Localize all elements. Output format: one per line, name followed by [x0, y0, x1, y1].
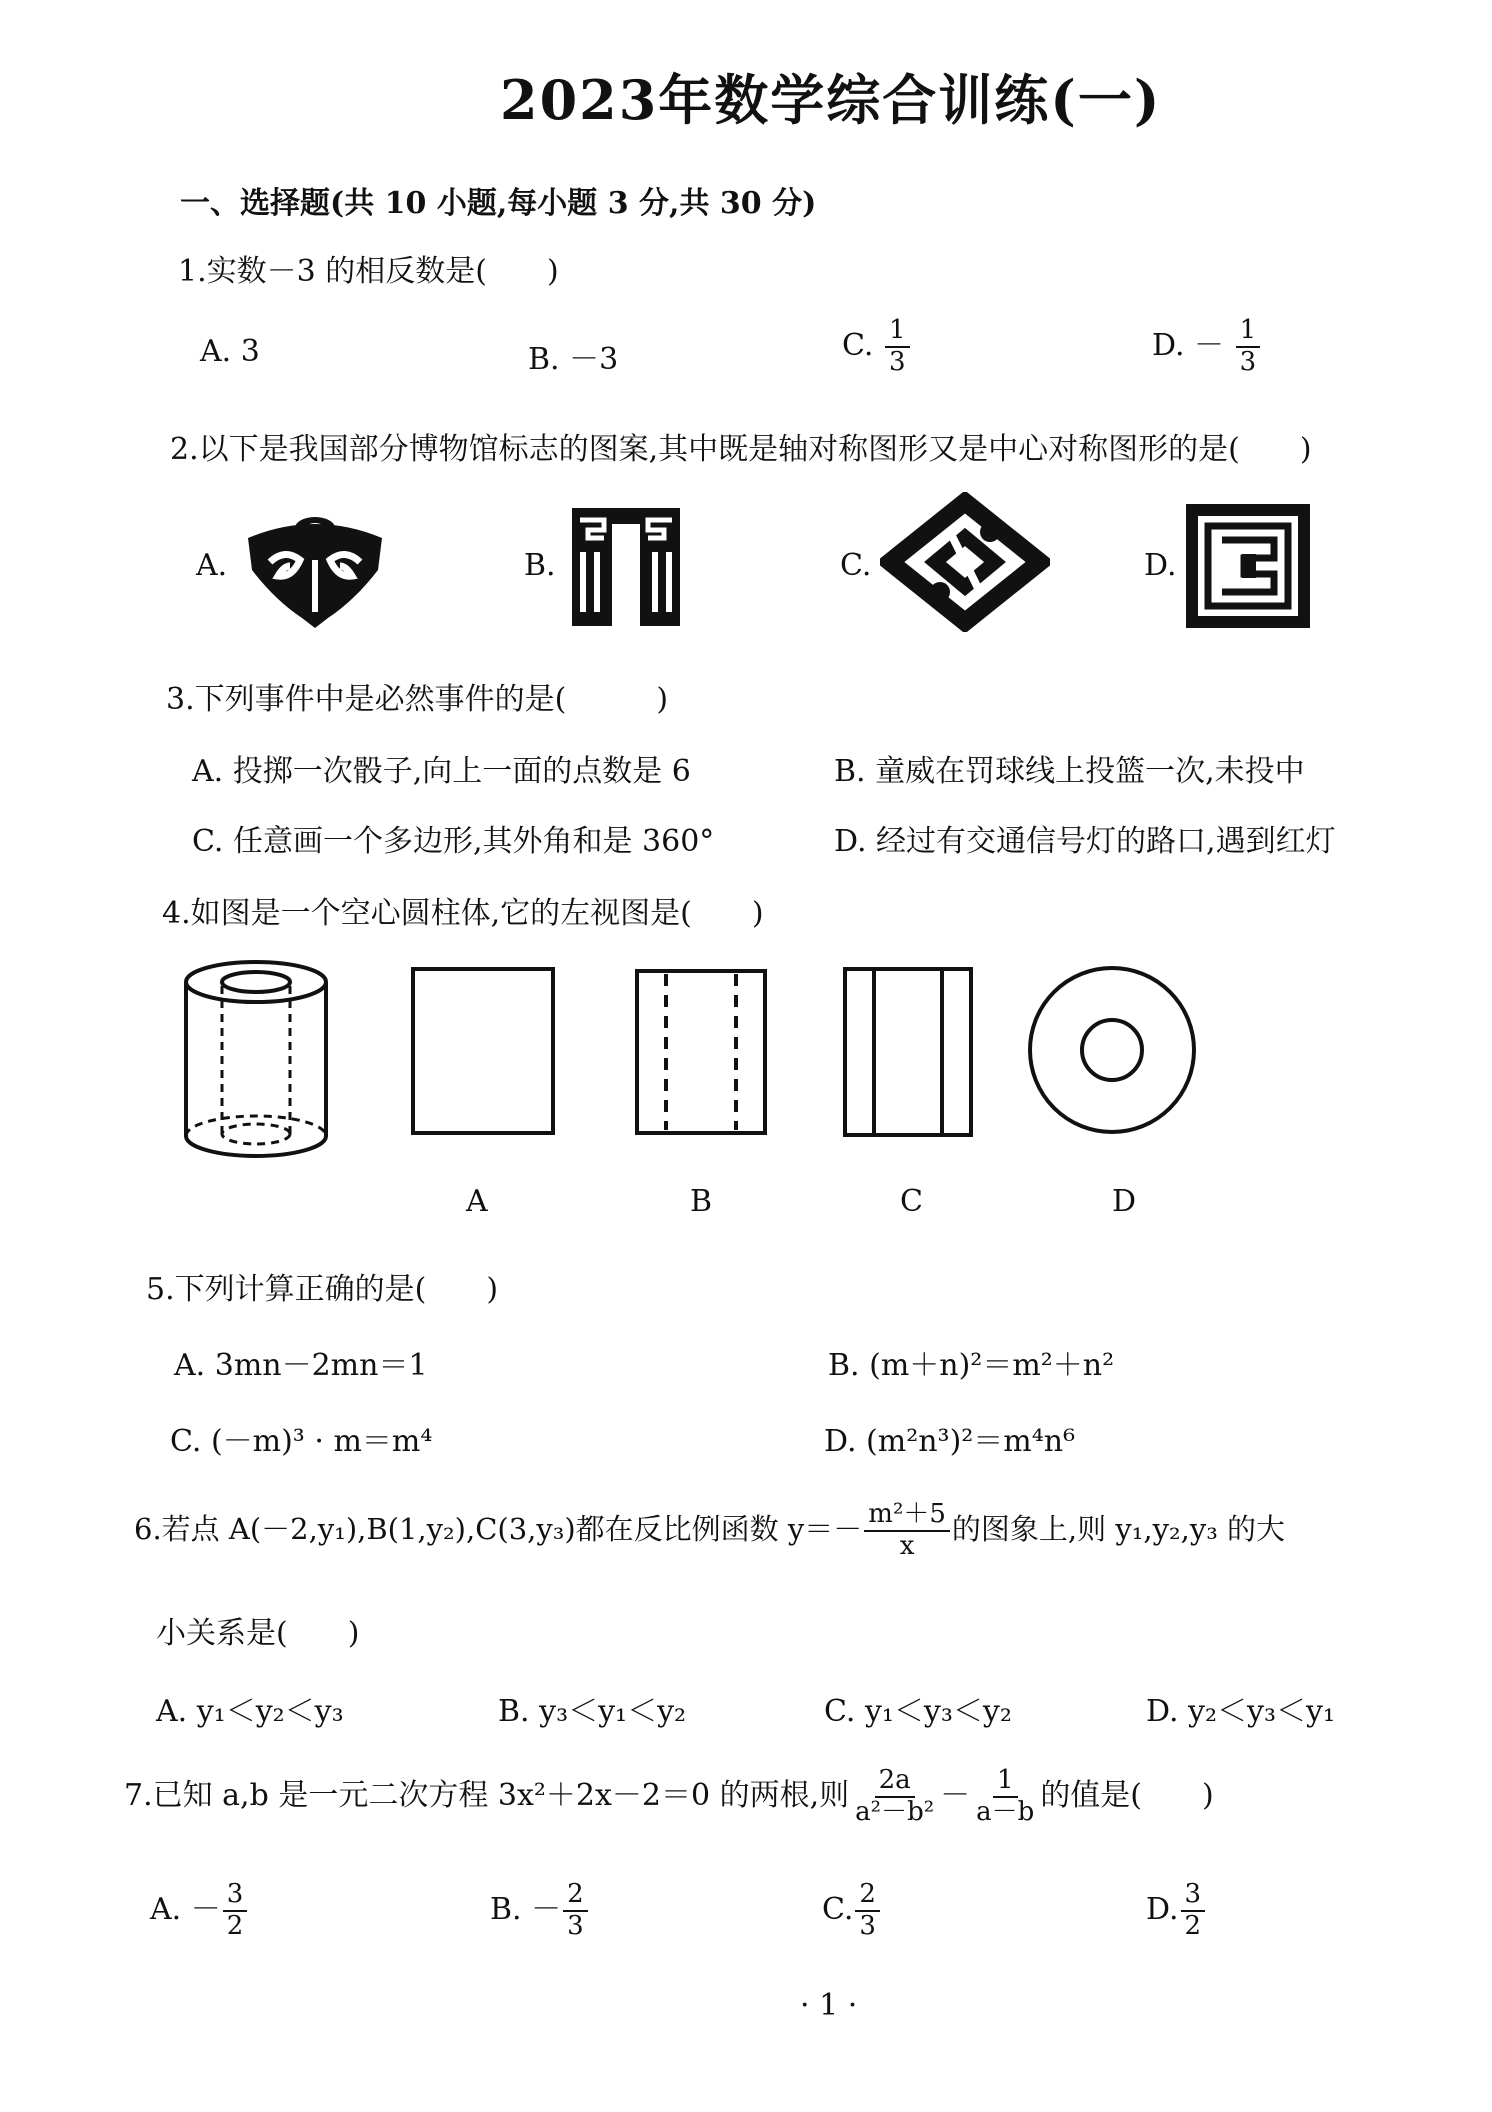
q2-option-d: D. [1144, 548, 1177, 583]
question-4-stem: 4.如图是一个空心圆柱体,它的左视图是( ) [162, 896, 764, 931]
q4-view-a [410, 966, 556, 1136]
q4-label-b: B [690, 1184, 713, 1219]
question-5-stem: 5.下列计算正确的是( ) [146, 1272, 499, 1307]
q1-option-c: C. $\frac{1}{3}$ [842, 316, 912, 378]
q2-option-c: C. [840, 548, 872, 583]
q5-option-d: D. (m²n³)²＝m⁴n⁶ [824, 1424, 1076, 1459]
question-6-stem: 6.若点 A(－2,y₁),B(1,y₂),C(3,y₃)都在反比例函数 y＝－ $\frac{\text{m²＋5}}{x}$ 的图象上,则 y₁,y₂,y₃ 的大 [134, 1499, 1286, 1561]
museum-logo-b-icon [566, 500, 686, 630]
q3-option-d: D. 经过有交通信号灯的路口,遇到红灯 [834, 824, 1336, 859]
question-6-stem-continued: 小关系是( ) [156, 1616, 360, 1651]
section-heading: 一、选择题(共 10 小题,每小题 3 分,共 30 分) [180, 186, 817, 221]
q3-option-b: B. 童威在罚球线上投篮一次,未投中 [834, 754, 1305, 789]
q1-option-a: A. 3 [200, 334, 260, 369]
museum-logo-d-icon [1186, 504, 1310, 628]
q7-option-b: B. － $\frac{2}{3}$ [490, 1880, 590, 1942]
q3-option-c: C. 任意画一个多边形,其外角和是 360° [192, 824, 715, 859]
q7-option-c: C. $\frac{2}{3}$ [822, 1880, 882, 1942]
q5-option-b: B. (m＋n)²＝m²＋n² [828, 1348, 1115, 1383]
q4-label-a: A [466, 1184, 488, 1219]
q1-option-d: D. － $\frac{1}{3}$ [1152, 316, 1262, 378]
q5-option-a: A. 3mn－2mn＝1 [174, 1348, 428, 1383]
q7-option-a: A. － $\frac{3}{2}$ [150, 1880, 249, 1942]
page-title: 2023年数学综合训练(一) [500, 68, 1162, 132]
q3-option-a: A. 投掷一次骰子,向上一面的点数是 6 [192, 754, 691, 789]
museum-logo-c-icon [880, 492, 1050, 632]
hollow-cylinder-figure [176, 956, 336, 1164]
q1-option-b: B. －3 [528, 342, 619, 377]
q4-view-b [634, 968, 768, 1136]
q6-option-c: C. y₁＜y₃＜y₂ [824, 1694, 1012, 1729]
question-3-stem: 3.下列事件中是必然事件的是( ) [166, 682, 669, 717]
q4-view-c [842, 966, 974, 1138]
q2-option-a: A. [196, 548, 228, 583]
question-7-stem: 7.已知 a,b 是一元二次方程 3x²＋2x－2＝0 的两根,则 $\frac{2a}{\text{a²－b²}}$ － $\frac{1}{a-b}$ 的值是( ) [124, 1765, 1214, 1827]
q4-view-d [1026, 964, 1198, 1136]
q6-option-b: B. y₃＜y₁＜y₂ [498, 1694, 687, 1729]
q5-option-c: C. (－m)³ · m＝m⁴ [170, 1424, 433, 1459]
q6-option-d: D. y₂＜y₃＜y₁ [1146, 1694, 1335, 1729]
question-1-stem: 1.实数－3 的相反数是( ) [178, 254, 559, 289]
q4-label-c: C [900, 1184, 923, 1219]
q4-label-d: D [1112, 1184, 1137, 1219]
q2-option-b: B. [524, 548, 556, 583]
q7-option-d: D. $\frac{3}{2}$ [1146, 1880, 1207, 1942]
question-2-stem: 2.以下是我国部分博物馆标志的图案,其中既是轴对称图形又是中心对称图形的是( ) [170, 432, 1312, 467]
page-number: · 1 · [800, 1988, 858, 2023]
museum-logo-a-icon [240, 500, 390, 630]
q6-option-a: A. y₁＜y₂＜y₃ [156, 1694, 344, 1729]
